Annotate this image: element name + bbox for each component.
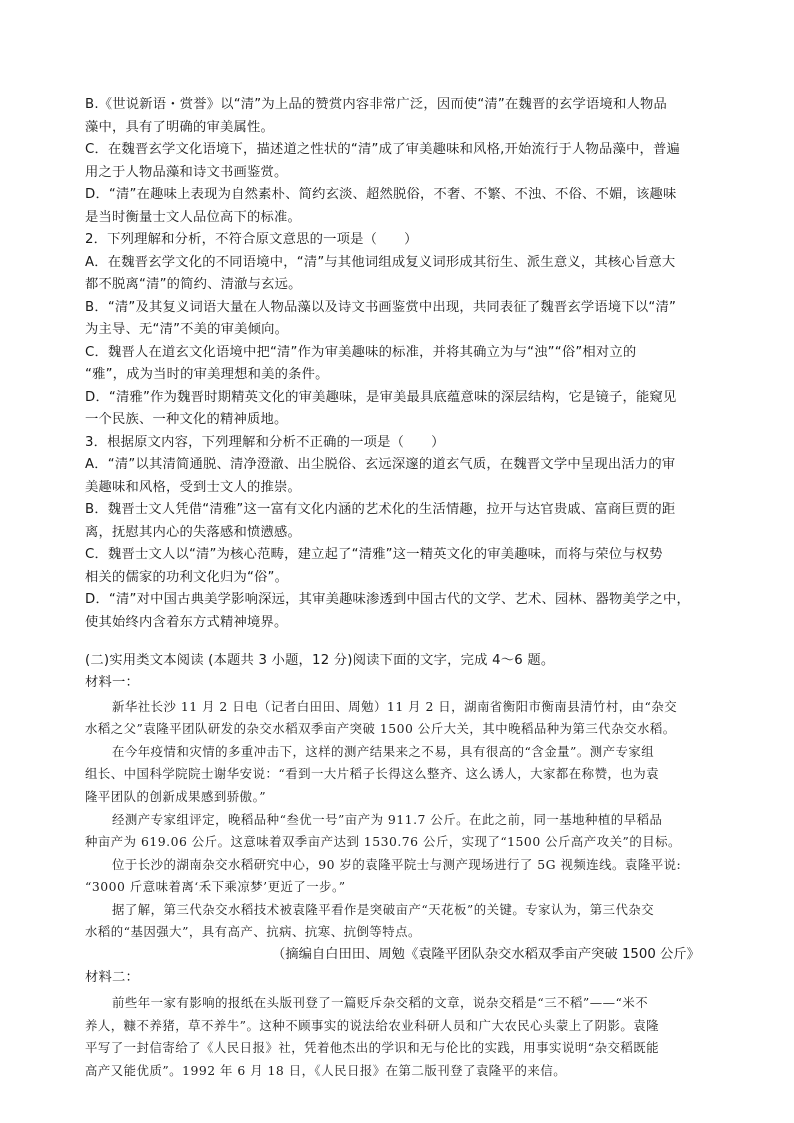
option-3b-line-1: B．魏晋士文人凭借“清雅”这一富有文化内涵的艺术化的生活情趣，拉开与达官贵戚、富商巨贾的距 — [85, 502, 676, 517]
option-3b-line-2: 离，抚慰其内心的失落感和愤懑感。 — [85, 525, 301, 540]
option-2a-line-1: A．在魏晋玄学文化的不同语境中，“清”与其他词组成复义词形成其衍生、派生意义，其核心旨意大 — [85, 255, 676, 270]
material-1-label: 材料一： — [85, 675, 139, 690]
material-1-paragraph-line: 据了解，第三代杂交水稻技术被袁隆平看作是突破亩产“天花板”的关键。专家认为，第三代杂交 — [112, 902, 655, 917]
material-1-source: （摘编自白田田、周勉《袁隆平团队杂交水稻双季亩产突破 1500 公斤》 — [272, 947, 700, 962]
material-1-paragraph-line: 组长、中国科学院院士谢华安说：“看到一大片稻子长得这么整齐、这么诱人，大家都在称赞，也为袁 — [85, 766, 660, 781]
section-heading: (二)实用类文本阅读 (本题共 3 小题，12 分)阅读下面的文字，完成 4～6 题。 — [85, 653, 555, 668]
option-2d-line-2: 一个民族、一种文化的精神质地。 — [85, 412, 288, 427]
option-1d-line-2: 是当时衡量士文人品位高下的标准。 — [85, 210, 301, 225]
option-1c-line-2: 用之于人物品藻和诗文书画鉴赏。 — [85, 165, 288, 180]
option-2c-line-1: C．魏晋人在道玄文化语境中把“清”作为审美趣味的标准，并将其确立为与“浊”“俗”相对立的 — [85, 345, 637, 360]
material-2-paragraph-line: 平写了一封信寄给了《人民日报》社，凭着他杰出的学识和无与伦比的实践，用事实说明“杂交稻既能 — [85, 1040, 660, 1055]
question-3-stem: 3．根据原文内容，下列理解和分析不正确的一项是（ ） — [85, 435, 445, 450]
option-3c-line-2: 相关的儒家的功利文化归为“俗”。 — [85, 570, 289, 585]
question-2-stem: 2．下列理解和分析，不符合原文意思的一项是（ ） — [85, 232, 418, 247]
option-1b-line-1: B.《世说新语・赏誉》以“清”为上品的赞赏内容非常广泛，因而使“清”在魏晋的玄学语境和人物品 — [85, 97, 667, 112]
material-1-paragraph-line: 水稻的“基因强大”，具有高产、抗病、抗寒、抗倒等特点。 — [85, 924, 421, 939]
material-1-paragraph-line: “3000 斤意味着离‘禾下乘凉梦’更近了一步。” — [85, 879, 346, 894]
material-2-paragraph-line: 养人，糠不养猪，草不养牛”。这种不顾事实的说法给农业科研人员和广大农民心头蒙上了阴影。袁隆 — [85, 1018, 660, 1033]
option-2b-line-1: B．“清”及其复义词语大量在人物品藻以及诗文书画鉴赏中出现，共同表征了魏晋玄学语境下以“清” — [85, 300, 677, 315]
option-3a-line-2: 美趣味和风格，受到士文人的推崇。 — [85, 480, 301, 495]
material-1-paragraph-line: 新华社长沙 11 月 2 日电（记者白田田、周勉）11 月 2 日，湖南省衡阳市衡南县清竹村，由“杂交 — [112, 699, 678, 714]
option-2a-line-2: 都不脱离“清”的简约、清澈与玄远。 — [85, 277, 302, 292]
material-2-label: 材料二： — [85, 970, 139, 985]
option-2d-line-1: D．“清雅”作为魏晋时期精英文化的审美趣味，是审美最具底蕴意味的深层结构，它是镜子，能窥见 — [85, 390, 677, 405]
option-1d-line-1: D．“清”在趣味上表现为自然素朴、简约玄淡、超然脱俗，不奢、不繁、不浊、不俗、不媚，该趣味 — [85, 187, 677, 202]
material-1-paragraph-line: 位于长沙的湖南杂交水稻研究中心，90 岁的袁隆平院士与测产现场进行了 5G 视频连线。袁隆平说: — [112, 857, 682, 872]
material-1-paragraph-line: 经测产专家组评定，晚稻品种“叁优一号”亩产为 911.7 公斤。在此之前，同一基地种植的早稻品 — [112, 812, 663, 827]
option-3a-line-1: A．“清”以其清简通脱、清净澄澈、出尘脱俗、玄远深邃的道玄气质，在魏晋文学中呈现出活力的审 — [85, 457, 676, 472]
option-3d-line-2: 使其始终内含着东方式精神境界。 — [85, 615, 288, 630]
option-3c-line-1: C．魏晋士文人以“清”为核心范畴，建立起了“清雅”这一精英文化的审美趣味，而将与荣位与权势 — [85, 547, 663, 562]
option-2b-line-2: 为主导、无“清”不美的审美倾向。 — [85, 322, 289, 337]
material-1-paragraph-line: 种亩产为 619.06 公斤。这意味着双季亩产达到 1530.76 公斤，实现了“1500 公斤高产攻关”的目标。 — [85, 834, 681, 849]
option-2c-line-2: “雅”，成为当时的审美理想和美的条件。 — [85, 367, 329, 382]
material-1-paragraph-line: 隆平团队的创新成果感到骄傲。” — [85, 789, 267, 804]
material-2-paragraph-line: 前些年一家有影响的报纸在头版刊登了一篇贬斥杂交稻的文章，说杂交稻是“三不稻”——“米不 — [112, 995, 649, 1010]
option-3d-line-1: D．“清”对中国古典美学影响深远，其审美趣味渗透到中国古代的文学、艺术、园林、器物美学之中， — [85, 592, 690, 607]
option-1b-line-2: 藻中，具有了明确的审美属性。 — [85, 120, 274, 135]
material-1-paragraph-line: 水稻之父”袁隆平团队研发的杂交水稻双季亩产突破 1500 公斤大关，其中晚稻品种为第三代杂交水稻。 — [85, 721, 676, 736]
option-1c-line-1: C．在魏晋玄学文化语境下，描述道之性状的“清”成了审美趣味和风格,开始流行于人物品藻中，普遍 — [85, 142, 680, 157]
material-2-paragraph-line: 高产又能优质”。1992 年 6 月 18 日，《人民日报》在第二版刊登了袁隆平的来信。 — [85, 1063, 567, 1078]
material-1-paragraph-line: 在今年疫情和灾情的多重冲击下，这样的测产结果来之不易，具有很高的“含金量”。测产专家组 — [112, 744, 655, 759]
